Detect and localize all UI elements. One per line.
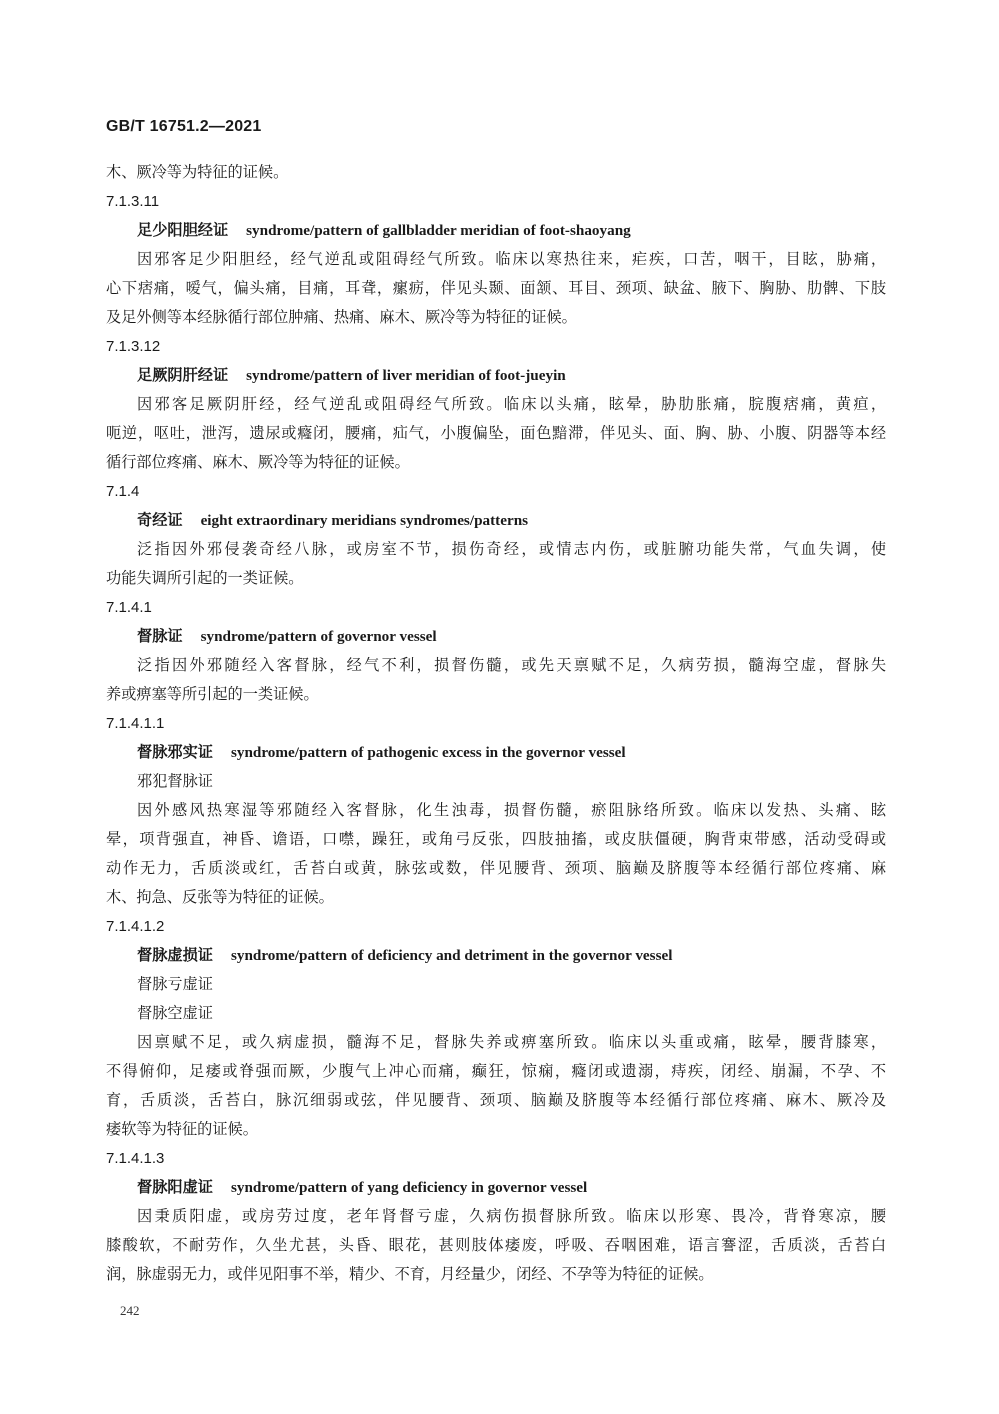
term-chinese: 督脉证 bbox=[137, 627, 183, 645]
definition-line: 养或痹塞等所引起的一类证候。 bbox=[106, 685, 319, 703]
clause-number: 7.1.4.1.2 bbox=[106, 918, 165, 935]
definition-line: 循行部位疼痛、麻木、厥冷等为特征的证候。 bbox=[106, 453, 410, 471]
term-chinese: 督脉阳虚证 bbox=[137, 1178, 213, 1196]
clause-number: 7.1.4.1.1 bbox=[106, 715, 165, 732]
term-heading bbox=[106, 1173, 886, 1202]
term-heading bbox=[106, 216, 886, 245]
term-heading bbox=[106, 622, 886, 651]
standard-code-header: GB/T 16751.2—2021 bbox=[106, 118, 262, 135]
term-english: syndrome/pattern of pathogenic excess in the governor vessel bbox=[230, 744, 626, 761]
definition-line: 因外感风热寒湿等邪随经入客督脉，化生浊毒，损督伤髓，瘀阻脉络所致。临床以发热、头痛、眩 bbox=[137, 801, 886, 819]
term-entry bbox=[106, 709, 886, 912]
definition-line: 因秉质阳虚，或房劳过度，老年肾督亏虚，久病伤损督脉所致。临床以形寒、畏冷，背脊寒凉，腰 bbox=[137, 1207, 886, 1225]
term-chinese: 奇经证 bbox=[137, 511, 183, 529]
term-heading bbox=[106, 506, 886, 535]
clause-number: 7.1.3.12 bbox=[106, 338, 161, 355]
page-number: 242 bbox=[120, 1303, 140, 1318]
term-entry bbox=[106, 187, 886, 332]
term-heading bbox=[106, 941, 886, 970]
definition-line: 晕，项背强直，神昏、谵语，口噤，躁狂，或角弓反张，四肢抽搐，或皮肤僵硬，胸背束带感，活动受碍或 bbox=[106, 830, 886, 848]
term-entry bbox=[106, 477, 886, 593]
term-entry bbox=[106, 593, 886, 709]
definition-line: 木、拘急、反张等为特征的证候。 bbox=[106, 888, 334, 906]
clause-number: 7.1.3.11 bbox=[106, 193, 160, 210]
definition-line: 因邪客足厥阴肝经，经气逆乱或阻碍经气所致。临床以头痛，眩晕，胁肋胀痛，脘腹痞痛，黄疸， bbox=[137, 395, 886, 413]
term-english: syndrome/pattern of yang deficiency in governor vessel bbox=[230, 1179, 588, 1196]
term-entry bbox=[106, 1144, 886, 1289]
term-synonym: 邪犯督脉证 bbox=[137, 772, 213, 790]
term-english: syndrome/pattern of liver meridian of foot-jueyin bbox=[246, 367, 566, 384]
term-chinese: 督脉虚损证 bbox=[137, 946, 213, 964]
definition-line: 泛指因外邪随经入客督脉，经气不利，损督伤髓，或先天禀赋不足，久病劳损，髓海空虚，督脉失 bbox=[137, 656, 886, 674]
definition-line: 育，舌质淡，舌苔白，脉沉细弱或弦，伴见腰背、颈项、脑巅及脐腹等本经循行部位疼痛、麻木、厥冷及 bbox=[106, 1091, 886, 1109]
term-chinese: 督脉邪实证 bbox=[137, 743, 213, 761]
definition-line: 及足外侧等本经脉循行部位肿痛、热痛、麻木、厥冷等为特征的证候。 bbox=[106, 308, 577, 326]
term-entry bbox=[106, 158, 886, 187]
term-synonym: 督脉亏虚证 bbox=[137, 975, 213, 993]
term-english: syndrome/pattern of deficiency and detriment in the governor vessel bbox=[230, 947, 673, 964]
definition-line: 因邪客足少阳胆经，经气逆乱或阻碍经气所致。临床以寒热往来，疟疾，口苦，咽干，目眩，胁痛， bbox=[137, 250, 886, 268]
term-english: syndrome/pattern of governor vessel bbox=[200, 628, 437, 645]
definition-line: 润，脉虚弱无力，或伴见阳事不举，精少、不育，月经量少，闭经、不孕等为特征的证候。 bbox=[106, 1265, 714, 1283]
term-heading bbox=[106, 361, 886, 390]
definition-line: 木、厥冷等为特征的证候。 bbox=[106, 163, 289, 181]
term-english: eight extraordinary meridians syndromes/patterns bbox=[200, 512, 529, 529]
definition-line: 功能失调所引起的一类证候。 bbox=[106, 569, 304, 587]
definition-line: 痿软等为特征的证候。 bbox=[106, 1120, 258, 1138]
term-synonym: 督脉空虚证 bbox=[137, 1004, 213, 1022]
clause-number: 7.1.4 bbox=[106, 483, 140, 500]
term-heading bbox=[106, 738, 886, 767]
document-body bbox=[106, 158, 886, 1289]
definition-line: 因禀赋不足，或久病虚损，髓海不足，督脉失养或痹塞所致。临床以头重或痛，眩晕，腰背膝寒， bbox=[137, 1033, 886, 1051]
definition-line: 动作无力，舌质淡或红，舌苔白或黄，脉弦或数，伴见腰背、颈项、脑巅及脐腹等本经循行部位疼痛、麻 bbox=[106, 859, 886, 877]
definition-line: 泛指因外邪侵袭奇经八脉，或房室不节，损伤奇经，或情志内伤，或脏腑功能失常，气血失调，使 bbox=[137, 540, 886, 558]
clause-number: 7.1.4.1 bbox=[106, 599, 152, 616]
term-chinese: 足厥阴肝经证 bbox=[137, 366, 229, 384]
definition-line: 心下痞痛，嗳气，偏头痛，目痛，耳聋，瘰疬，伴见头颞、面颔、耳目、颈项、缺盆、腋下、胸胁、肋髀、下肢 bbox=[106, 279, 886, 297]
term-entry bbox=[106, 332, 886, 477]
term-english: syndrome/pattern of gallbladder meridian of foot-shaoyang bbox=[246, 222, 631, 239]
term-entry bbox=[106, 912, 886, 1144]
clause-number: 7.1.4.1.3 bbox=[106, 1150, 165, 1167]
definition-line: 呃逆，呕吐，泄泻，遗尿或癃闭，腰痛，疝气，小腹偏坠，面色黯滞，伴见头、面、胸、胁、小腹、阴器等本经 bbox=[106, 424, 886, 442]
definition-line: 膝酸软，不耐劳作，久坐尤甚，头昏、眼花，甚则肢体痿废，呼吸、吞咽困难，语言謇涩，舌质淡，舌苔白 bbox=[106, 1236, 886, 1254]
definition-line: 不得俯仰，足痿或脊强而厥，少腹气上冲心而痛，癫狂，惊痫，癃闭或遗溺，痔疾，闭经、崩漏，不孕、不 bbox=[106, 1062, 886, 1080]
term-chinese: 足少阳胆经证 bbox=[137, 221, 229, 239]
